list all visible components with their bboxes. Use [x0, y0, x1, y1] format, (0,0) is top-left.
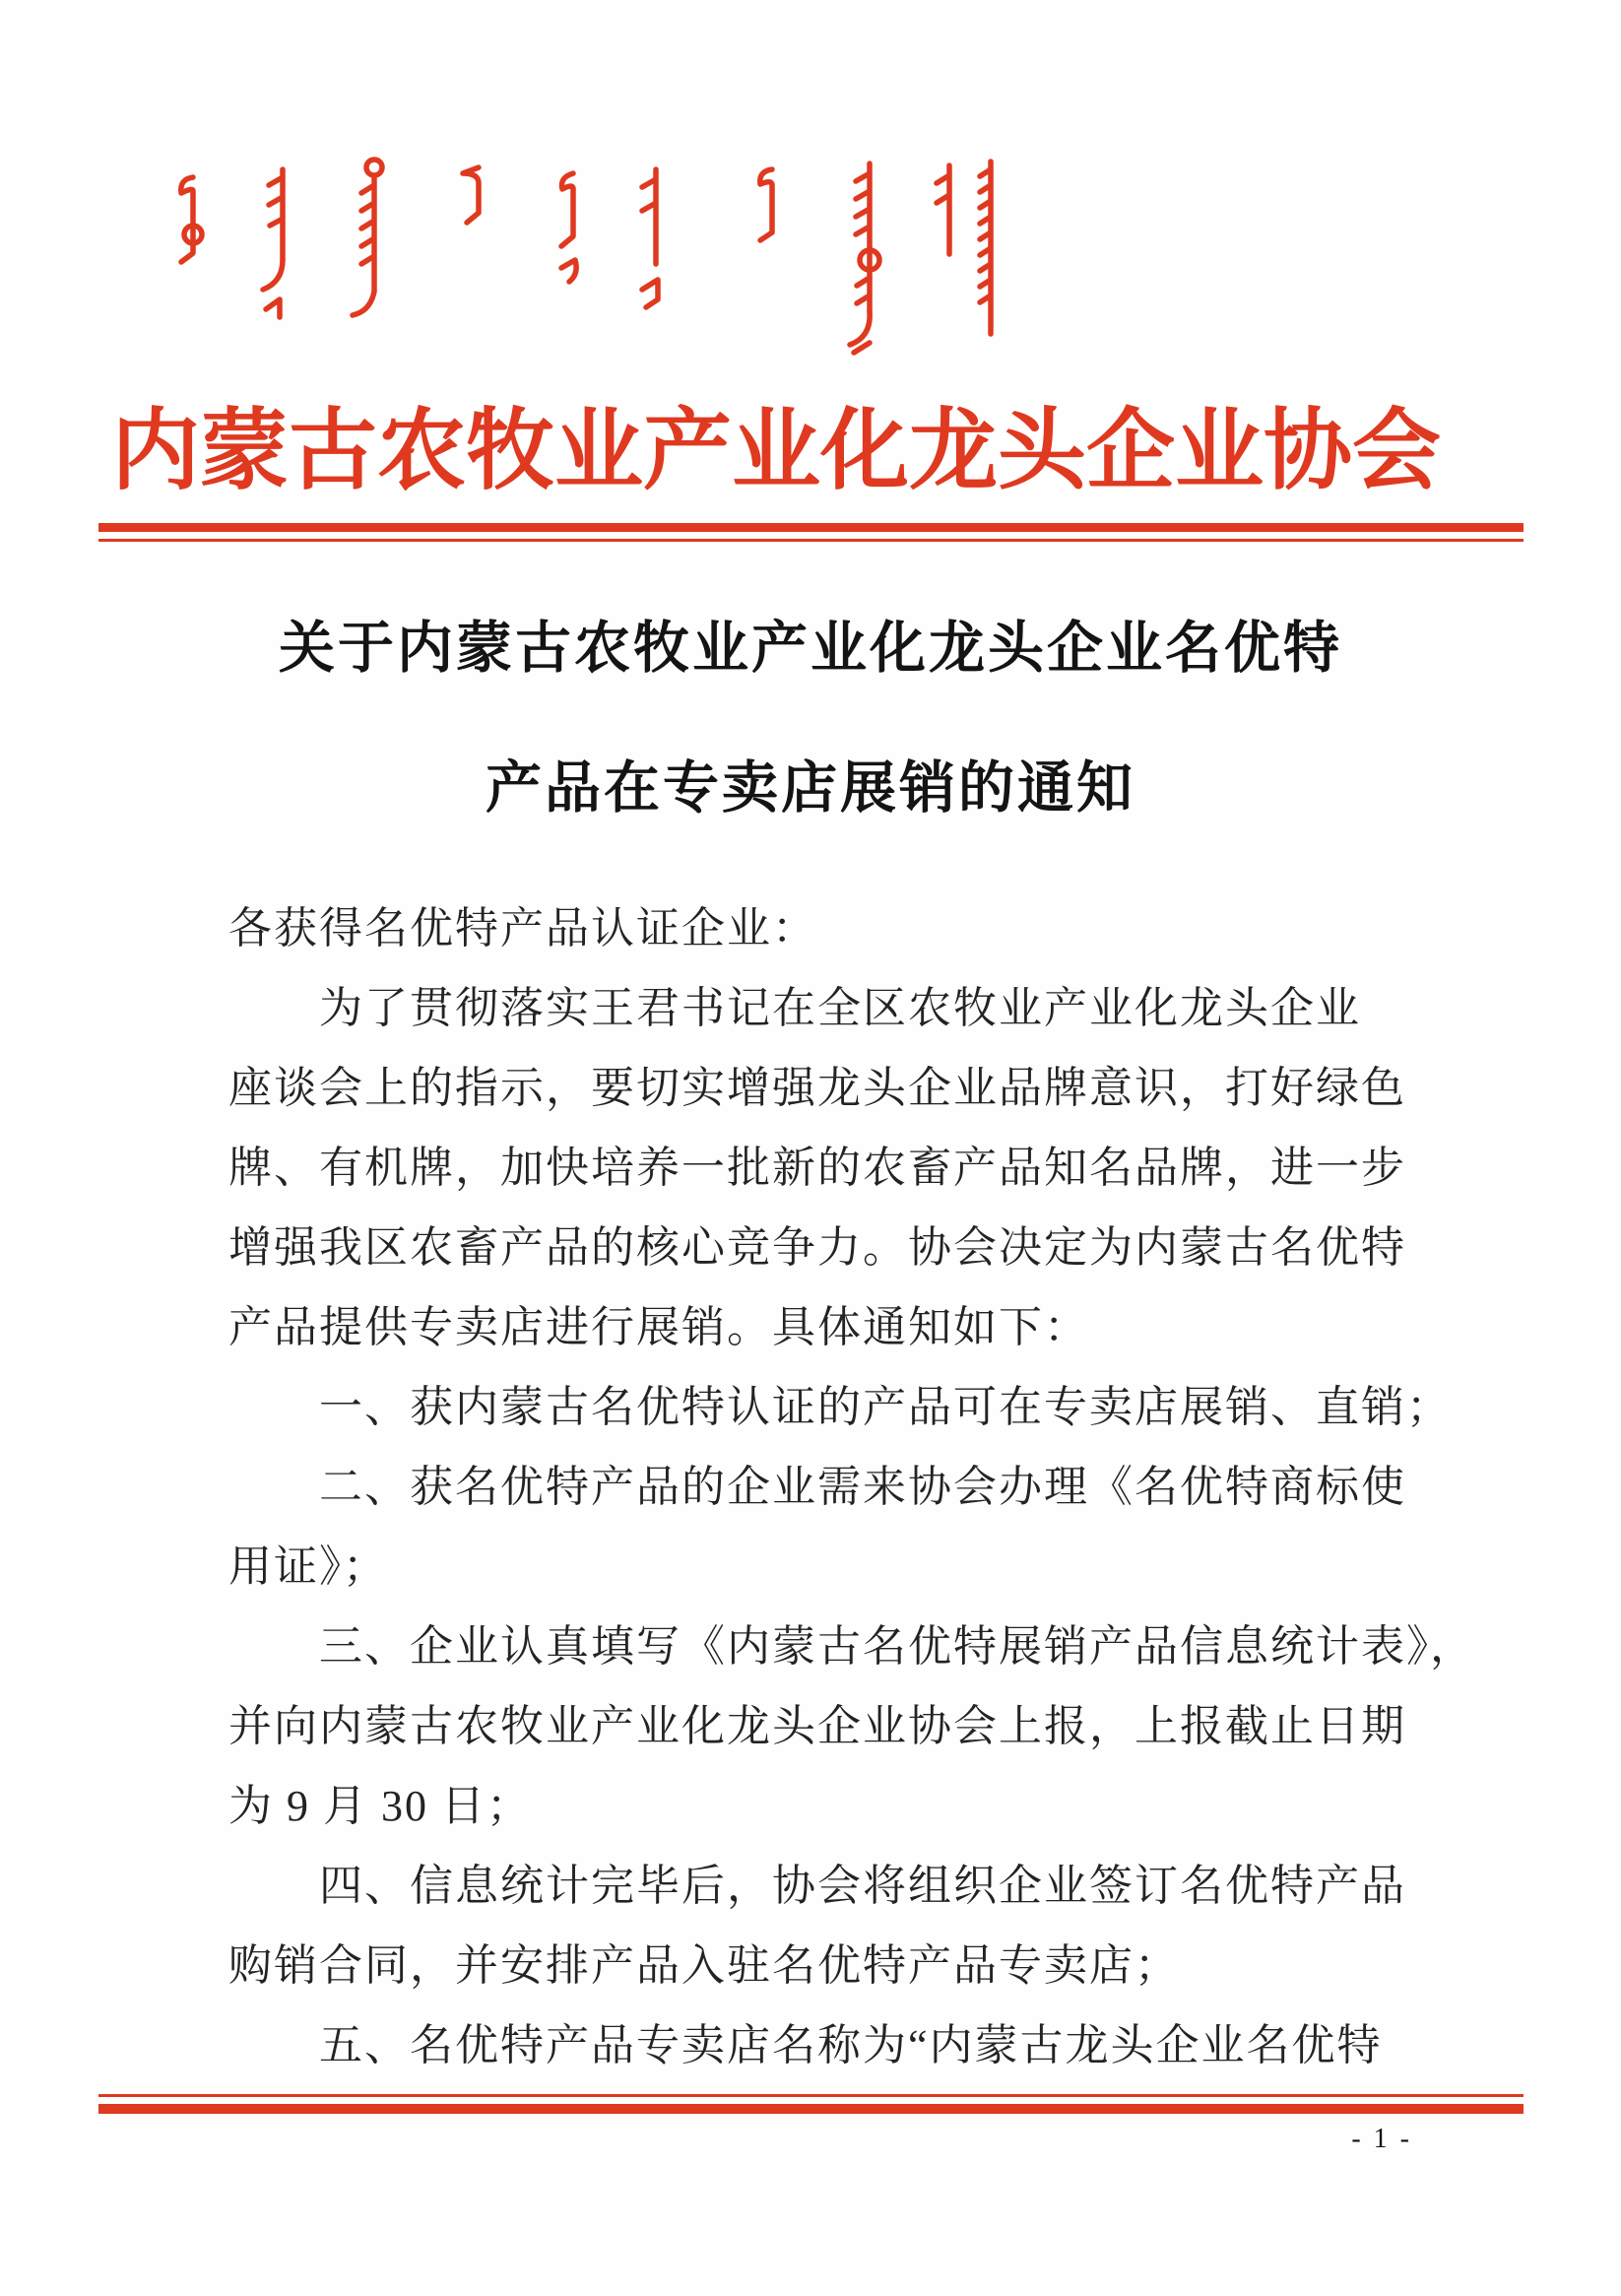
body-line: 并向内蒙古农牧业产业化龙头企业协会上报，上报截止日期	[228, 1702, 1406, 1750]
body-line: 购销合同，并安排产品入驻名优特产品专卖店；	[228, 1941, 1180, 1990]
footer-rule-thick	[98, 2104, 1524, 2114]
body-line: 为了贯彻落实王君书记在全区农牧业产业化龙头企业	[319, 984, 1361, 1032]
header-rule-thick	[98, 523, 1524, 532]
header-rule-thin	[98, 539, 1524, 542]
doc-title-line2: 产品在专卖店展销的通知	[486, 757, 1135, 820]
body-line: 牌、有机牌，加快培养一批新的农畜产品知名品牌，进一步	[228, 1144, 1406, 1192]
body-line: 座谈会上的指示，要切实增强龙头企业品牌意识，打好绿色	[228, 1064, 1406, 1112]
body-line-item-5: 五、名优特产品专卖店名称为“内蒙古龙头企业名优特	[319, 2021, 1383, 2069]
body-line: 增强我区农畜产品的核心竞争力。协会决定为内蒙古名优特	[228, 1223, 1406, 1272]
mongolian-script-header	[110, 134, 997, 370]
body-line-item-3: 三、企业认真填写《内蒙古名优特展销产品信息统计表》，	[319, 1622, 1475, 1671]
org-title: 内蒙古农牧业产业化龙头企业协会	[111, 403, 1441, 500]
body-line: 为 9 月 30 日；	[228, 1782, 532, 1830]
doc-title-line1: 关于内蒙古农牧业产业化龙头企业名优特	[279, 618, 1342, 680]
body-line-item-4: 四、信息统计完毕后，协会将组织企业签订名优特产品	[319, 1862, 1406, 1910]
body-line-item-1: 一、获内蒙古名优特认证的产品可在专卖店展销、直销；	[319, 1383, 1452, 1431]
body-line-item-2: 二、获名优特产品的企业需来协会办理《名优特商标使	[319, 1463, 1406, 1511]
body-line: 用证》；	[228, 1542, 388, 1591]
document-body	[228, 888, 1475, 2085]
page-number: - 1 -	[1351, 2124, 1412, 2154]
body-line: 产品提供专卖店进行展销。具体通知如下：	[228, 1303, 1089, 1351]
body-line-salutation: 各获得名优特产品认证企业：	[228, 904, 817, 952]
footer-rule-thin	[98, 2094, 1524, 2097]
